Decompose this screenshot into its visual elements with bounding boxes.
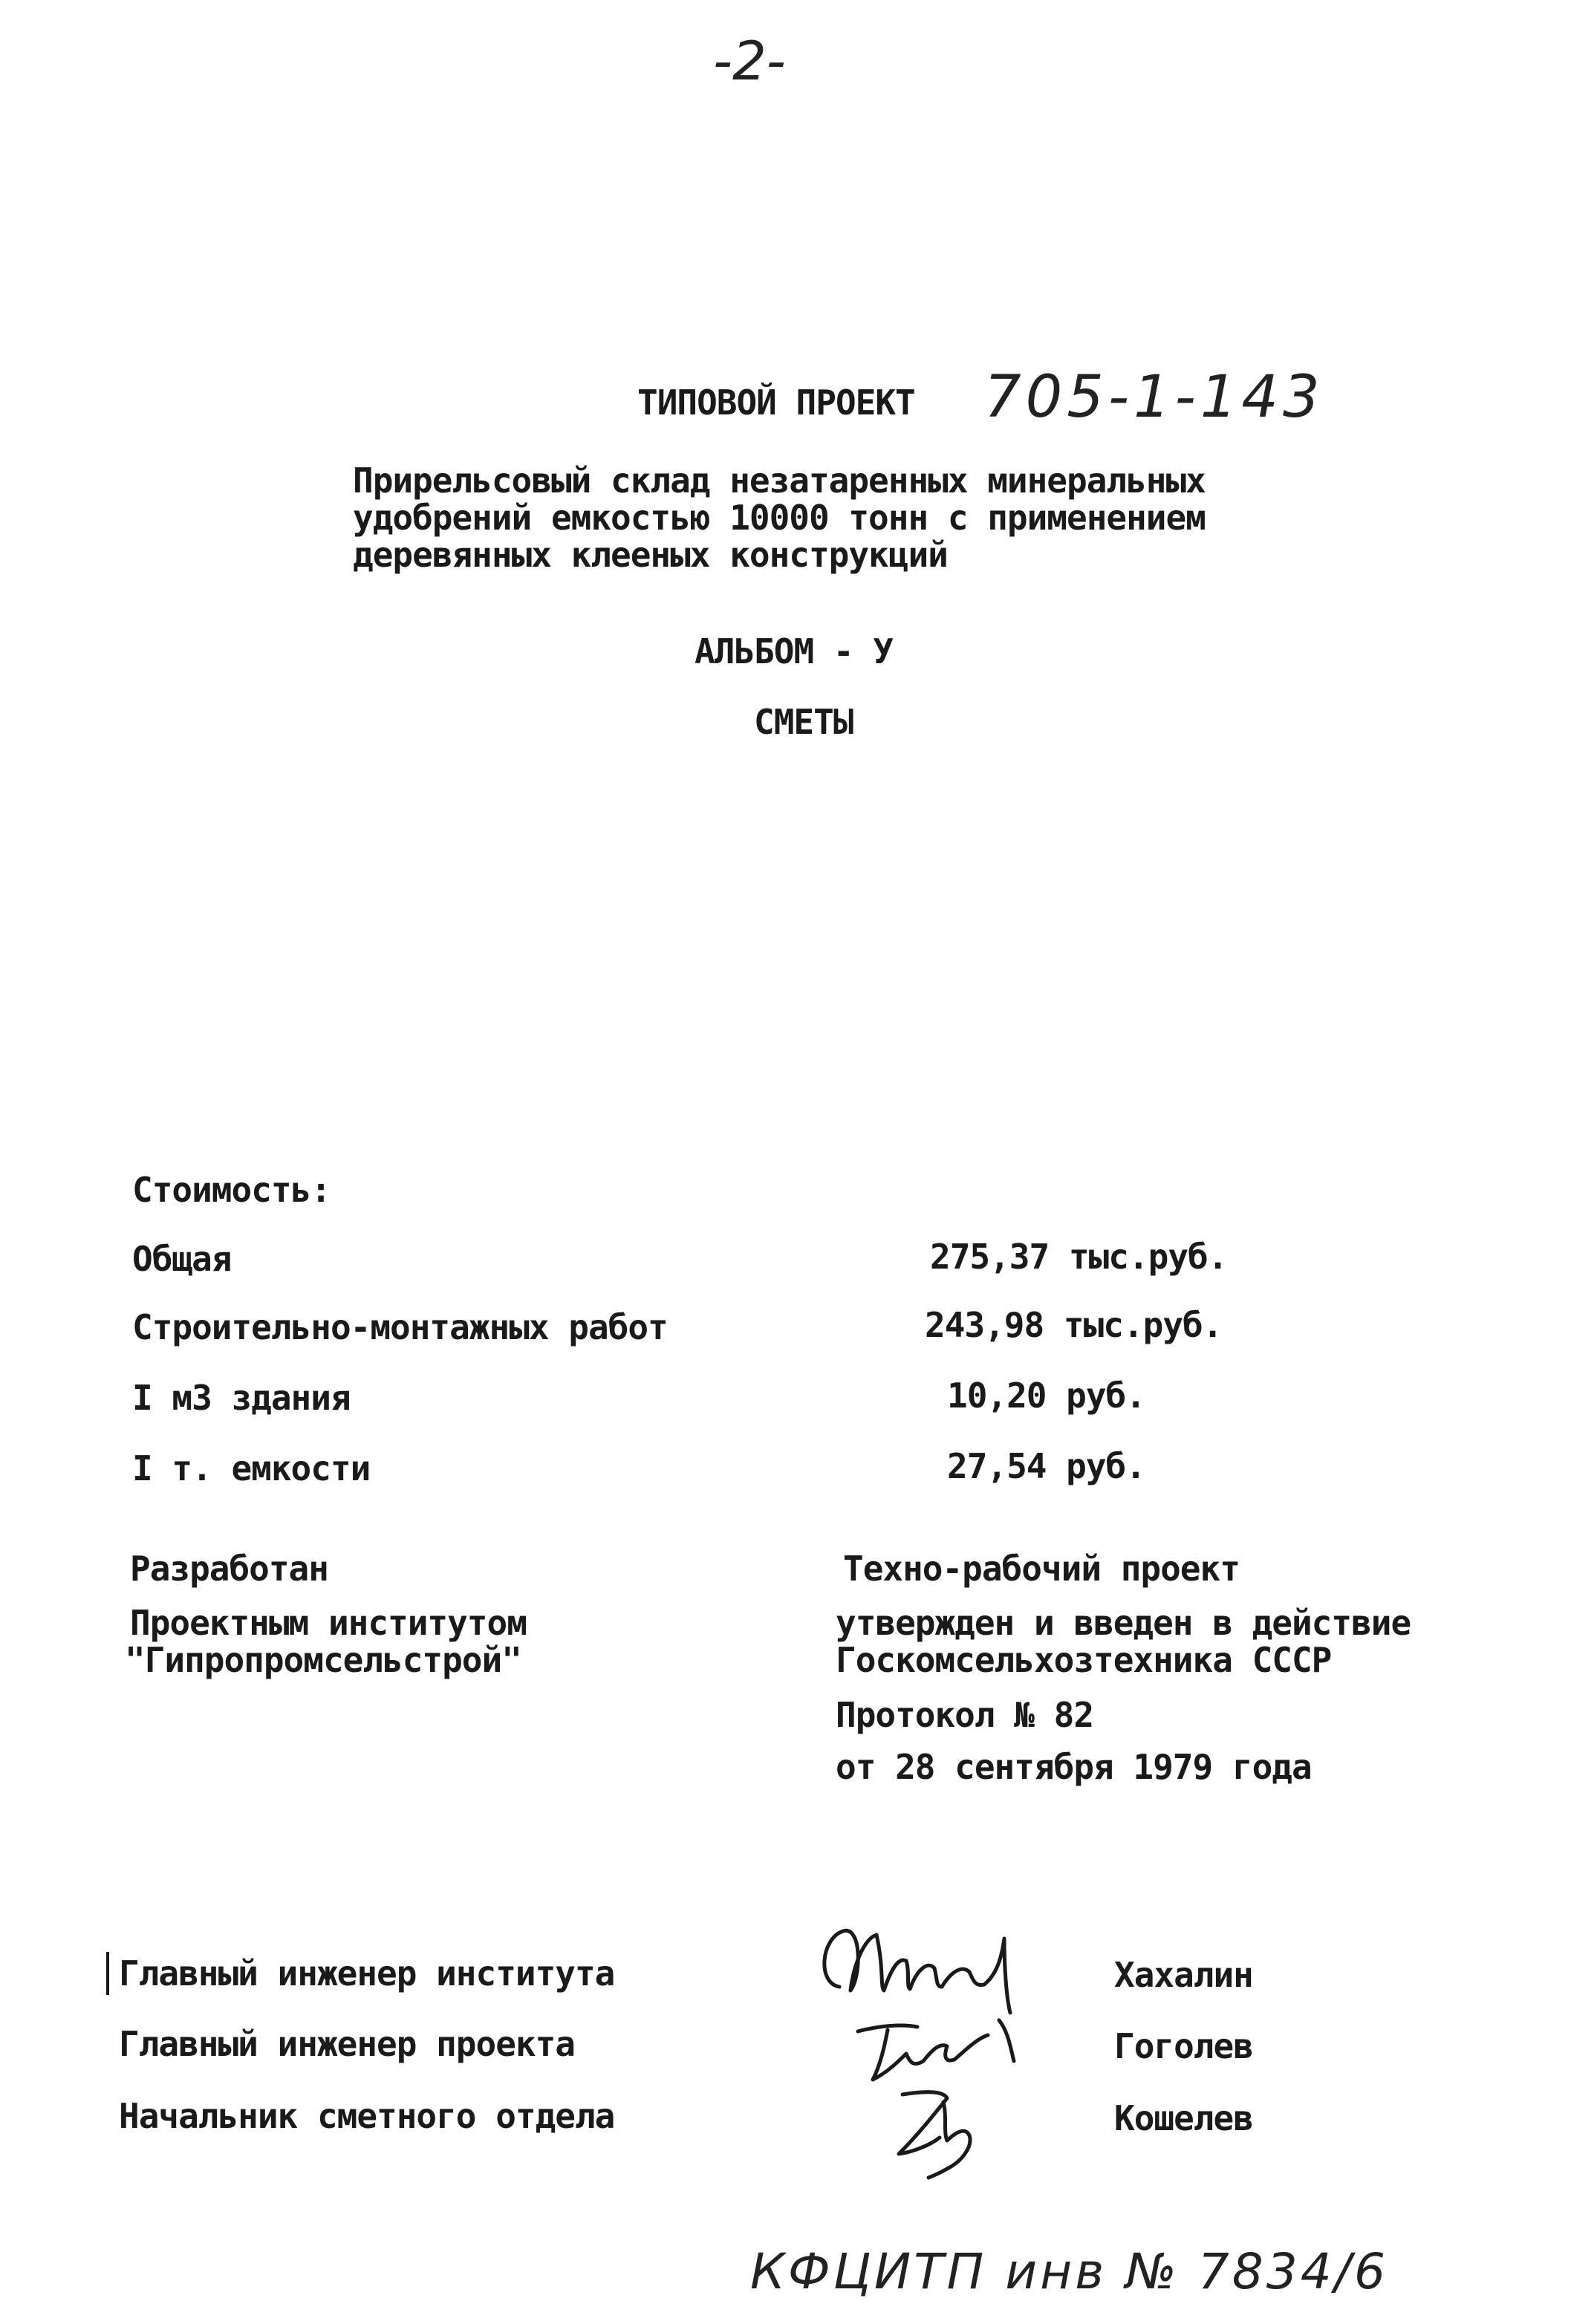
developer-line: "Гипропромсельстрой" xyxy=(125,1640,521,1680)
signatory-name: Хахалин xyxy=(1114,1955,1253,1995)
approval-protocol: Протокол № 82 xyxy=(836,1695,1094,1735)
cost-label: Общая xyxy=(132,1239,232,1279)
signature-khakhalin xyxy=(810,1916,1032,2020)
inventory-note: КФЦИТП инв № 7834/6 xyxy=(750,2243,1388,2300)
cost-value: 243,98 тыс.руб. xyxy=(925,1305,1223,1345)
cost-label: I м3 здания xyxy=(132,1378,351,1418)
cost-label: Строительно-монтажных работ xyxy=(132,1307,668,1347)
description-line: деревянных клееных конструкций xyxy=(353,535,948,575)
signatory-name: Гоголев xyxy=(1114,2026,1253,2066)
album-title: АЛЬБОМ - У xyxy=(695,631,893,671)
cost-value: 275,37 тыс.руб. xyxy=(930,1237,1228,1277)
approval-date: от 28 сентября 1979 года xyxy=(836,1747,1312,1787)
cost-value: 27,54 руб. xyxy=(947,1446,1145,1486)
project-number: 705-1-143 xyxy=(984,364,1324,431)
developer-heading: Разработан xyxy=(130,1549,328,1589)
signatory-name: Кошелев xyxy=(1114,2098,1253,2138)
developer-line: Проектным институтом xyxy=(130,1603,527,1643)
cost-heading: Стоимость: xyxy=(132,1170,331,1210)
signature-koshelev xyxy=(873,2072,999,2184)
signatory-role: Главный инженер проекта xyxy=(119,2024,575,2064)
cost-value: 10,20 руб. xyxy=(947,1376,1145,1416)
approval-line: Госкомсельхозтехника СССР xyxy=(836,1640,1332,1680)
page-number: -2- xyxy=(713,30,786,92)
description-line: удобрений емкостью 10000 тонн с применением xyxy=(353,498,1206,538)
project-type-label: ТИПОВОЙ ПРОЕКТ xyxy=(637,383,915,423)
margin-mark xyxy=(106,1952,109,1995)
approval-heading: Техно-рабочий проект xyxy=(843,1549,1240,1589)
signatory-role: Начальник сметного отдела xyxy=(119,2096,615,2136)
description-line: Прирельсовый склад незатаренных минеральных xyxy=(353,460,1206,501)
approval-line: утвержден и введен в действие xyxy=(836,1603,1411,1643)
section-title: СМЕТЫ xyxy=(754,702,853,742)
signatory-role: Главный инженер института xyxy=(119,1953,615,1993)
cost-label: I т. емкости xyxy=(132,1448,371,1488)
